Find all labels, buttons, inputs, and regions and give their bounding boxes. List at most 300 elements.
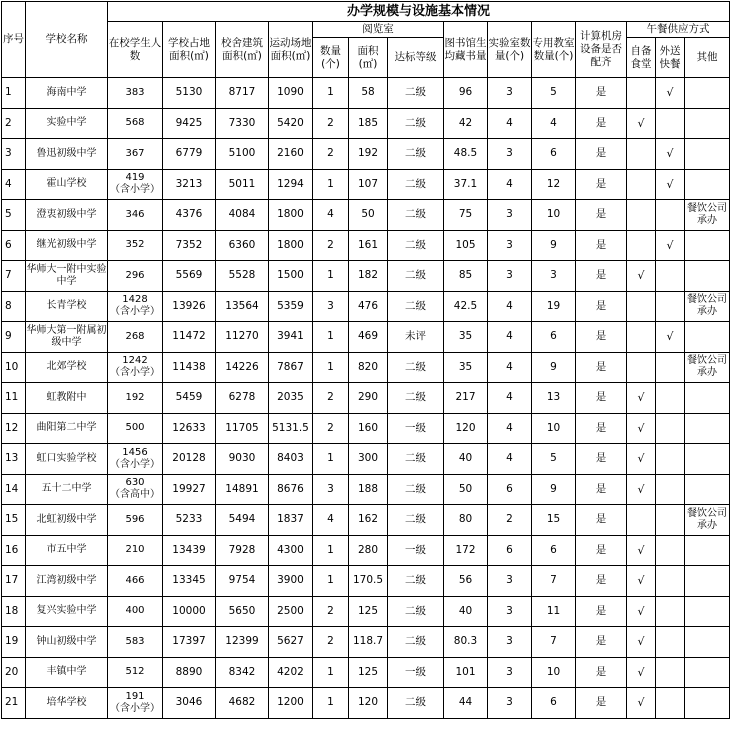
lunch-other-cell <box>685 566 730 597</box>
rr-count-cell: 1 <box>313 444 349 475</box>
sports-area-cell: 1200 <box>269 688 313 719</box>
seq-cell: 6 <box>2 230 26 261</box>
table-row <box>2 322 730 353</box>
table-row <box>2 352 730 383</box>
computer-room-cell: 是 <box>576 444 627 475</box>
lunch-own-cell: √ <box>627 383 656 414</box>
building-area-cell: 5528 <box>216 261 269 292</box>
land-area-cell: 7352 <box>163 230 216 261</box>
sports-area-cell: 2500 <box>269 596 313 627</box>
sports-area-cell: 1800 <box>269 230 313 261</box>
building-area-cell: 11270 <box>216 322 269 353</box>
special-rooms-cell: 9 <box>532 352 576 383</box>
students-cell: 466 <box>108 566 163 597</box>
books-cell: 40 <box>444 444 488 475</box>
rr-count-cell: 2 <box>313 596 349 627</box>
lunch-delivery-cell <box>656 657 685 688</box>
lunch-delivery-cell <box>656 474 685 505</box>
sports-area-cell: 3941 <box>269 322 313 353</box>
land-area-cell: 11472 <box>163 322 216 353</box>
land-area-cell: 19927 <box>163 474 216 505</box>
lunch-delivery-cell: √ <box>656 230 685 261</box>
land-area-cell: 9425 <box>163 108 216 139</box>
lunch-own-cell: √ <box>627 261 656 292</box>
computer-room-cell: 是 <box>576 505 627 536</box>
school-name-cell: 虹口实验学校 <box>26 444 108 475</box>
seq-cell: 2 <box>2 108 26 139</box>
table-row <box>2 291 730 322</box>
rr-grade-cell: 二级 <box>388 78 444 109</box>
students-cell: 346 <box>108 200 163 231</box>
seq-cell: 17 <box>2 566 26 597</box>
table-row <box>2 627 730 658</box>
computer-room-cell: 是 <box>576 535 627 566</box>
special-rooms-cell: 13 <box>532 383 576 414</box>
lunch-delivery-cell <box>656 505 685 536</box>
header-books: 图书馆生均藏书量 <box>444 22 488 78</box>
school-name-cell: 培华学校 <box>26 688 108 719</box>
building-area-cell: 4682 <box>216 688 269 719</box>
labs-cell: 3 <box>488 230 532 261</box>
header-lunch-delivery: 外送快餐 <box>656 38 685 78</box>
labs-cell: 3 <box>488 627 532 658</box>
special-rooms-cell: 6 <box>532 688 576 719</box>
lunch-own-cell: √ <box>627 566 656 597</box>
school-name-cell: 北虹初级中学 <box>26 505 108 536</box>
rr-area-cell: 125 <box>349 657 388 688</box>
lunch-other-cell <box>685 535 730 566</box>
seq-cell: 21 <box>2 688 26 719</box>
header-lunch-own: 自备食堂 <box>627 38 656 78</box>
lunch-other-cell <box>685 383 730 414</box>
seq-cell: 10 <box>2 352 26 383</box>
rr-grade-cell: 二级 <box>388 566 444 597</box>
rr-count-cell: 2 <box>313 139 349 170</box>
table-row <box>2 505 730 536</box>
books-cell: 80 <box>444 505 488 536</box>
rr-area-cell: 160 <box>349 413 388 444</box>
table-row <box>2 200 730 231</box>
building-area-cell: 7330 <box>216 108 269 139</box>
computer-room-cell: 是 <box>576 627 627 658</box>
school-name-cell: 丰镇中学 <box>26 657 108 688</box>
rr-grade-cell: 一级 <box>388 657 444 688</box>
lunch-own-cell <box>627 352 656 383</box>
students-cell: 512 <box>108 657 163 688</box>
land-area-cell: 3046 <box>163 688 216 719</box>
lunch-own-cell: √ <box>627 596 656 627</box>
labs-cell: 4 <box>488 413 532 444</box>
seq-cell: 4 <box>2 169 26 200</box>
books-cell: 42.5 <box>444 291 488 322</box>
books-cell: 56 <box>444 566 488 597</box>
table-row <box>2 230 730 261</box>
land-area-cell: 17397 <box>163 627 216 658</box>
books-cell: 35 <box>444 352 488 383</box>
special-rooms-cell: 12 <box>532 169 576 200</box>
lunch-own-cell: √ <box>627 627 656 658</box>
books-cell: 120 <box>444 413 488 444</box>
building-area-cell: 8717 <box>216 78 269 109</box>
land-area-cell: 12633 <box>163 413 216 444</box>
lunch-delivery-cell <box>656 261 685 292</box>
books-cell: 105 <box>444 230 488 261</box>
computer-room-cell: 是 <box>576 352 627 383</box>
sports-area-cell: 1500 <box>269 261 313 292</box>
labs-cell: 4 <box>488 322 532 353</box>
books-cell: 42 <box>444 108 488 139</box>
school-name-cell: 海南中学 <box>26 78 108 109</box>
header-computer-room: 计算机房设备是否配齐 <box>576 22 627 78</box>
table-row <box>2 596 730 627</box>
seq-cell: 1 <box>2 78 26 109</box>
land-area-cell: 4376 <box>163 200 216 231</box>
building-area-cell: 8342 <box>216 657 269 688</box>
school-name-cell: 继光初级中学 <box>26 230 108 261</box>
sports-area-cell: 7867 <box>269 352 313 383</box>
table-row <box>2 566 730 597</box>
special-rooms-cell: 5 <box>532 78 576 109</box>
lunch-other-cell <box>685 627 730 658</box>
rr-area-cell: 182 <box>349 261 388 292</box>
rr-grade-cell: 二级 <box>388 139 444 170</box>
table-body <box>2 78 730 719</box>
rr-count-cell: 2 <box>313 413 349 444</box>
rr-area-cell: 58 <box>349 78 388 109</box>
seq-cell: 14 <box>2 474 26 505</box>
seq-cell: 7 <box>2 261 26 292</box>
rr-grade-cell: 一级 <box>388 413 444 444</box>
books-cell: 172 <box>444 535 488 566</box>
lunch-other-cell <box>685 230 730 261</box>
special-rooms-cell: 10 <box>532 413 576 444</box>
table-title: 办学规模与设施基本情况 <box>108 2 730 22</box>
labs-cell: 3 <box>488 657 532 688</box>
lunch-other-cell <box>685 139 730 170</box>
header-lunch: 午餐供应方式 <box>627 22 730 38</box>
table-row <box>2 535 730 566</box>
books-cell: 40 <box>444 596 488 627</box>
computer-room-cell: 是 <box>576 139 627 170</box>
lunch-other-cell: 餐饮公司承办 <box>685 505 730 536</box>
table-row <box>2 383 730 414</box>
lunch-delivery-cell: √ <box>656 78 685 109</box>
labs-cell: 3 <box>488 596 532 627</box>
lunch-other-cell <box>685 596 730 627</box>
school-name-cell: 长青学校 <box>26 291 108 322</box>
lunch-delivery-cell <box>656 200 685 231</box>
labs-cell: 6 <box>488 535 532 566</box>
lunch-other-cell <box>685 444 730 475</box>
lunch-own-cell: √ <box>627 444 656 475</box>
lunch-other-cell: 餐饮公司承办 <box>685 352 730 383</box>
special-rooms-cell: 19 <box>532 291 576 322</box>
students-cell: 596 <box>108 505 163 536</box>
rr-count-cell: 1 <box>313 78 349 109</box>
facilities-table <box>1 1 730 719</box>
table-row <box>2 169 730 200</box>
lunch-other-cell: 餐饮公司承办 <box>685 200 730 231</box>
special-rooms-cell: 10 <box>532 657 576 688</box>
school-name-cell: 钟山初级中学 <box>26 627 108 658</box>
students-cell: 500 <box>108 413 163 444</box>
books-cell: 96 <box>444 78 488 109</box>
rr-grade-cell: 二级 <box>388 383 444 414</box>
computer-room-cell: 是 <box>576 169 627 200</box>
header-labs: 实验室数量(个) <box>488 22 532 78</box>
land-area-cell: 3213 <box>163 169 216 200</box>
sports-area-cell: 5420 <box>269 108 313 139</box>
lunch-own-cell <box>627 230 656 261</box>
sports-area-cell: 3900 <box>269 566 313 597</box>
building-area-cell: 11705 <box>216 413 269 444</box>
students-cell: 583 <box>108 627 163 658</box>
header-rr-area: 面积(㎡) <box>349 38 388 78</box>
rr-area-cell: 290 <box>349 383 388 414</box>
sports-area-cell: 2035 <box>269 383 313 414</box>
school-name-cell: 实验中学 <box>26 108 108 139</box>
rr-grade-cell: 二级 <box>388 688 444 719</box>
computer-room-cell: 是 <box>576 383 627 414</box>
students-cell: 400 <box>108 596 163 627</box>
labs-cell: 3 <box>488 78 532 109</box>
labs-cell: 2 <box>488 505 532 536</box>
rr-count-cell: 1 <box>313 261 349 292</box>
rr-count-cell: 2 <box>313 627 349 658</box>
computer-room-cell: 是 <box>576 78 627 109</box>
rr-grade-cell: 二级 <box>388 627 444 658</box>
table-row <box>2 261 730 292</box>
labs-cell: 3 <box>488 261 532 292</box>
building-area-cell: 9754 <box>216 566 269 597</box>
lunch-other-cell <box>685 78 730 109</box>
students-cell: 268 <box>108 322 163 353</box>
rr-grade-cell: 二级 <box>388 505 444 536</box>
students-cell: 192 <box>108 383 163 414</box>
header-students: 在校学生人数 <box>108 22 163 78</box>
lunch-other-cell <box>685 657 730 688</box>
rr-count-cell: 1 <box>313 657 349 688</box>
land-area-cell: 5459 <box>163 383 216 414</box>
rr-area-cell: 118.7 <box>349 627 388 658</box>
books-cell: 85 <box>444 261 488 292</box>
lunch-delivery-cell <box>656 627 685 658</box>
rr-grade-cell: 二级 <box>388 108 444 139</box>
school-name-cell: 华师大一附中实验中学 <box>26 261 108 292</box>
rr-count-cell: 1 <box>313 566 349 597</box>
lunch-delivery-cell <box>656 352 685 383</box>
lunch-delivery-cell: √ <box>656 322 685 353</box>
seq-cell: 16 <box>2 535 26 566</box>
land-area-cell: 8890 <box>163 657 216 688</box>
students-cell: 383 <box>108 78 163 109</box>
school-name-cell: 北郊学校 <box>26 352 108 383</box>
lunch-delivery-cell <box>656 383 685 414</box>
header-lunch-other: 其他 <box>685 38 730 78</box>
building-area-cell: 6278 <box>216 383 269 414</box>
books-cell: 50 <box>444 474 488 505</box>
seq-cell: 3 <box>2 139 26 170</box>
students-cell: 367 <box>108 139 163 170</box>
rr-grade-cell: 二级 <box>388 444 444 475</box>
lunch-own-cell: √ <box>627 535 656 566</box>
lunch-other-cell <box>685 169 730 200</box>
school-name-cell: 霍山学校 <box>26 169 108 200</box>
students-cell: 296 <box>108 261 163 292</box>
rr-grade-cell: 二级 <box>388 261 444 292</box>
special-rooms-cell: 6 <box>532 322 576 353</box>
seq-cell: 12 <box>2 413 26 444</box>
sports-area-cell: 1837 <box>269 505 313 536</box>
special-rooms-cell: 6 <box>532 139 576 170</box>
rr-count-cell: 1 <box>313 688 349 719</box>
students-cell: 1242 （含小学） <box>108 352 163 383</box>
special-rooms-cell: 9 <box>532 474 576 505</box>
lunch-own-cell: √ <box>627 474 656 505</box>
rr-count-cell: 2 <box>313 383 349 414</box>
lunch-other-cell <box>685 108 730 139</box>
school-name-cell: 复兴实验中学 <box>26 596 108 627</box>
rr-area-cell: 192 <box>349 139 388 170</box>
books-cell: 75 <box>444 200 488 231</box>
building-area-cell: 14226 <box>216 352 269 383</box>
sports-area-cell: 2160 <box>269 139 313 170</box>
lunch-own-cell: √ <box>627 108 656 139</box>
lunch-delivery-cell <box>656 596 685 627</box>
land-area-cell: 10000 <box>163 596 216 627</box>
rr-count-cell: 2 <box>313 108 349 139</box>
building-area-cell: 5494 <box>216 505 269 536</box>
lunch-delivery-cell <box>656 535 685 566</box>
special-rooms-cell: 3 <box>532 261 576 292</box>
special-rooms-cell: 9 <box>532 230 576 261</box>
seq-cell: 8 <box>2 291 26 322</box>
table-row <box>2 413 730 444</box>
seq-cell: 13 <box>2 444 26 475</box>
lunch-own-cell: √ <box>627 657 656 688</box>
books-cell: 101 <box>444 657 488 688</box>
building-area-cell: 5100 <box>216 139 269 170</box>
computer-room-cell: 是 <box>576 596 627 627</box>
table-row <box>2 78 730 109</box>
seq-cell: 9 <box>2 322 26 353</box>
table-row <box>2 657 730 688</box>
header-rr-grade: 达标等级 <box>388 38 444 78</box>
rr-grade-cell: 二级 <box>388 230 444 261</box>
table-row <box>2 139 730 170</box>
lunch-other-cell: 餐饮公司承办 <box>685 291 730 322</box>
sports-area-cell: 1800 <box>269 200 313 231</box>
land-area-cell: 13439 <box>163 535 216 566</box>
lunch-other-cell <box>685 474 730 505</box>
lunch-delivery-cell <box>656 688 685 719</box>
computer-room-cell: 是 <box>576 657 627 688</box>
land-area-cell: 13926 <box>163 291 216 322</box>
seq-cell: 18 <box>2 596 26 627</box>
header-land-area: 学校占地面积(㎡) <box>163 22 216 78</box>
table-row <box>2 688 730 719</box>
lunch-other-cell <box>685 413 730 444</box>
computer-room-cell: 是 <box>576 230 627 261</box>
rr-count-cell: 1 <box>313 535 349 566</box>
seq-cell: 20 <box>2 657 26 688</box>
special-rooms-cell: 10 <box>532 200 576 231</box>
rr-area-cell: 50 <box>349 200 388 231</box>
students-cell: 1428 （含小学） <box>108 291 163 322</box>
students-cell: 419 （含小学） <box>108 169 163 200</box>
sports-area-cell: 5131.5 <box>269 413 313 444</box>
header-seq: 序号 <box>2 2 26 78</box>
table-row <box>2 474 730 505</box>
rr-area-cell: 185 <box>349 108 388 139</box>
sports-area-cell: 8403 <box>269 444 313 475</box>
special-rooms-cell: 7 <box>532 627 576 658</box>
computer-room-cell: 是 <box>576 291 627 322</box>
land-area-cell: 13345 <box>163 566 216 597</box>
building-area-cell: 13564 <box>216 291 269 322</box>
rr-area-cell: 162 <box>349 505 388 536</box>
rr-grade-cell: 未评 <box>388 322 444 353</box>
rr-grade-cell: 二级 <box>388 352 444 383</box>
computer-room-cell: 是 <box>576 322 627 353</box>
books-cell: 217 <box>444 383 488 414</box>
lunch-delivery-cell: √ <box>656 139 685 170</box>
header-school-name: 学校名称 <box>26 2 108 78</box>
labs-cell: 6 <box>488 474 532 505</box>
rr-area-cell: 280 <box>349 535 388 566</box>
rr-grade-cell: 二级 <box>388 474 444 505</box>
special-rooms-cell: 15 <box>532 505 576 536</box>
labs-cell: 4 <box>488 383 532 414</box>
building-area-cell: 5011 <box>216 169 269 200</box>
header-reading-room: 阅览室 <box>313 22 444 38</box>
sports-area-cell: 8676 <box>269 474 313 505</box>
lunch-delivery-cell: √ <box>656 169 685 200</box>
lunch-own-cell <box>627 78 656 109</box>
rr-count-cell: 1 <box>313 169 349 200</box>
school-name-cell: 五十二中学 <box>26 474 108 505</box>
rr-area-cell: 300 <box>349 444 388 475</box>
books-cell: 44 <box>444 688 488 719</box>
rr-area-cell: 120 <box>349 688 388 719</box>
students-cell: 210 <box>108 535 163 566</box>
books-cell: 37.1 <box>444 169 488 200</box>
building-area-cell: 7928 <box>216 535 269 566</box>
table-row <box>2 108 730 139</box>
school-name-cell: 虹教附中 <box>26 383 108 414</box>
special-rooms-cell: 7 <box>532 566 576 597</box>
seq-cell: 11 <box>2 383 26 414</box>
rr-count-cell: 1 <box>313 322 349 353</box>
rr-count-cell: 2 <box>313 230 349 261</box>
lunch-delivery-cell <box>656 444 685 475</box>
labs-cell: 3 <box>488 200 532 231</box>
sports-area-cell: 4202 <box>269 657 313 688</box>
school-name-cell: 鲁迅初级中学 <box>26 139 108 170</box>
header-building-area: 校舍建筑面积(㎡) <box>216 22 269 78</box>
lunch-delivery-cell <box>656 291 685 322</box>
header-sports-area: 运动场地面积(㎡) <box>269 22 313 78</box>
rr-grade-cell: 二级 <box>388 200 444 231</box>
rr-grade-cell: 二级 <box>388 596 444 627</box>
rr-count-cell: 4 <box>313 200 349 231</box>
computer-room-cell: 是 <box>576 566 627 597</box>
rr-grade-cell: 一级 <box>388 535 444 566</box>
sports-area-cell: 1294 <box>269 169 313 200</box>
books-cell: 80.3 <box>444 627 488 658</box>
computer-room-cell: 是 <box>576 200 627 231</box>
rr-area-cell: 161 <box>349 230 388 261</box>
